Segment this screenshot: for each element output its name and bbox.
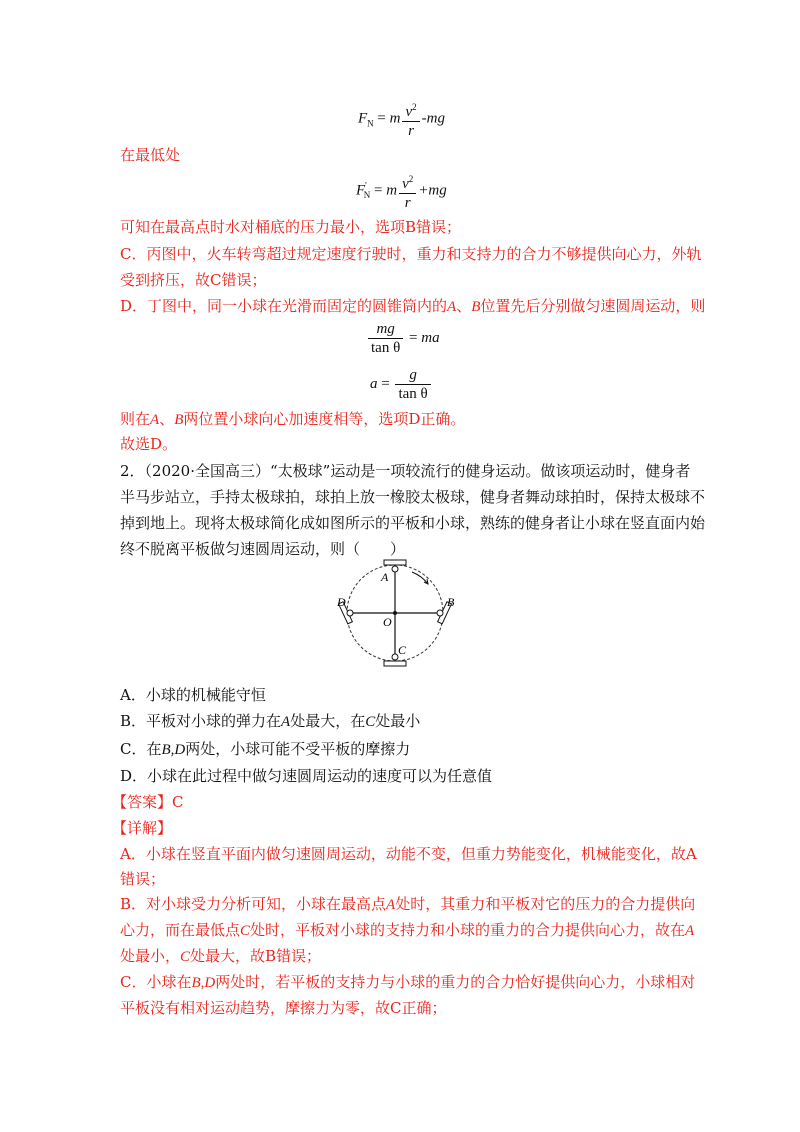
board-top	[384, 560, 406, 565]
answer-line: 【答案】C	[112, 793, 184, 811]
explanation2-c-line2: 平板没有相对运动趋势，摩擦力为零，故C正确；	[120, 999, 447, 1017]
taiji-ball-figure	[320, 558, 470, 668]
explanation2-b-line3: 处最小，C处最大，故B错误；	[120, 947, 322, 965]
option-b: B．平板对小球的弹力在A处最大，在C处最小	[120, 712, 421, 730]
option-a: A．小球的机械能守恒	[120, 686, 266, 704]
explanation2-a-line2: 错误；	[120, 870, 166, 888]
explanation-c-line1: C．丙图中，火车转弯超过规定速度行驶时，重力和支持力的合力不够提供向心力，外轨	[120, 245, 702, 263]
question2-line4: 终不脱离平板做匀速圆周运动，则（ ）	[120, 540, 406, 558]
explanation2-b-line2: 心力，而在最低点C处时，平板对小球的支持力和小球的重力的合力提供向心力，故在A	[120, 921, 695, 939]
direction-arrow	[412, 572, 428, 584]
label-d: D	[337, 595, 346, 609]
explanation2-a-line1: A．小球在竖直平面内做匀速圆周运动，动能不变，但重力势能变化，机械能变化，故A	[120, 845, 697, 863]
label-o: O	[383, 615, 392, 629]
explanation-d-line1: D．丁图中，同一小球在光滑而固定的圆锥筒内的A、B位置先后分别做匀速圆周运动，则	[120, 297, 706, 315]
explanation-c-line2: 受到挤压，故C错误；	[120, 271, 267, 289]
explanation2-b-line1: B．对小球受力分析可知，小球在最高点A处时，其重力和平板对它的压力的合力提供向	[120, 895, 696, 913]
formula-normal-force-bottom: $F'_N = m$ $\frac{v^2}{r}$ +mg	[356, 170, 447, 212]
question2-line3: 掉到地上。现将太极球简化成如图所示的平板和小球，熟练的健身者让小球在竖直面内始	[120, 514, 706, 532]
board-bottom	[384, 661, 406, 666]
detail-label: 【详解】	[112, 819, 173, 837]
ball-left	[347, 610, 353, 616]
question2-line1: 2．（2020·全国高三）“太极球”运动是一项较流行的健身运动。做该项运动时，健身者	[120, 462, 691, 480]
label-c: C	[398, 643, 407, 657]
choose-d-line: 故选D。	[120, 435, 178, 453]
question2-line2: 半马步站立，手持太极球拍，球拍上放一橡胶太极球，健身者舞动球拍时，保持太极球不	[120, 488, 706, 506]
explanation-b-conclusion: 可知在最高点时水对桶底的压力最小，选项B错误；	[120, 218, 462, 236]
formula-mg-over-tan: $\frac{mg}{\text{tan θ}}$ = ma	[366, 320, 440, 357]
explanation-d-line2: 则在A、B两位置小球向心加速度相等，选项D正确。	[120, 410, 466, 428]
explanation2-c-line1: C．小球在B,D两处时，若平板的支持力与小球的重力的合力恰好提供向心力，小球相对	[120, 973, 696, 991]
ball-top	[392, 566, 398, 572]
formula-normal-force-top: $F_N = m$ $\frac{v^2}{r}$ -mg	[358, 98, 445, 140]
lowest-point-label: 在最低处	[120, 146, 181, 164]
ball-right	[437, 610, 443, 616]
taiji-ball-diagram	[320, 558, 470, 668]
center-point	[393, 611, 397, 615]
label-b: B	[447, 595, 455, 609]
option-c: C．在B,D两处，小球可能不受平板的摩擦力	[120, 740, 411, 758]
formula-a-equals: a = $\frac{g}{\text{tan θ}}$	[370, 366, 433, 403]
option-d: D．小球在此过程中做匀速圆周运动的速度可以为任意值	[120, 767, 493, 785]
label-a: A	[381, 570, 389, 584]
